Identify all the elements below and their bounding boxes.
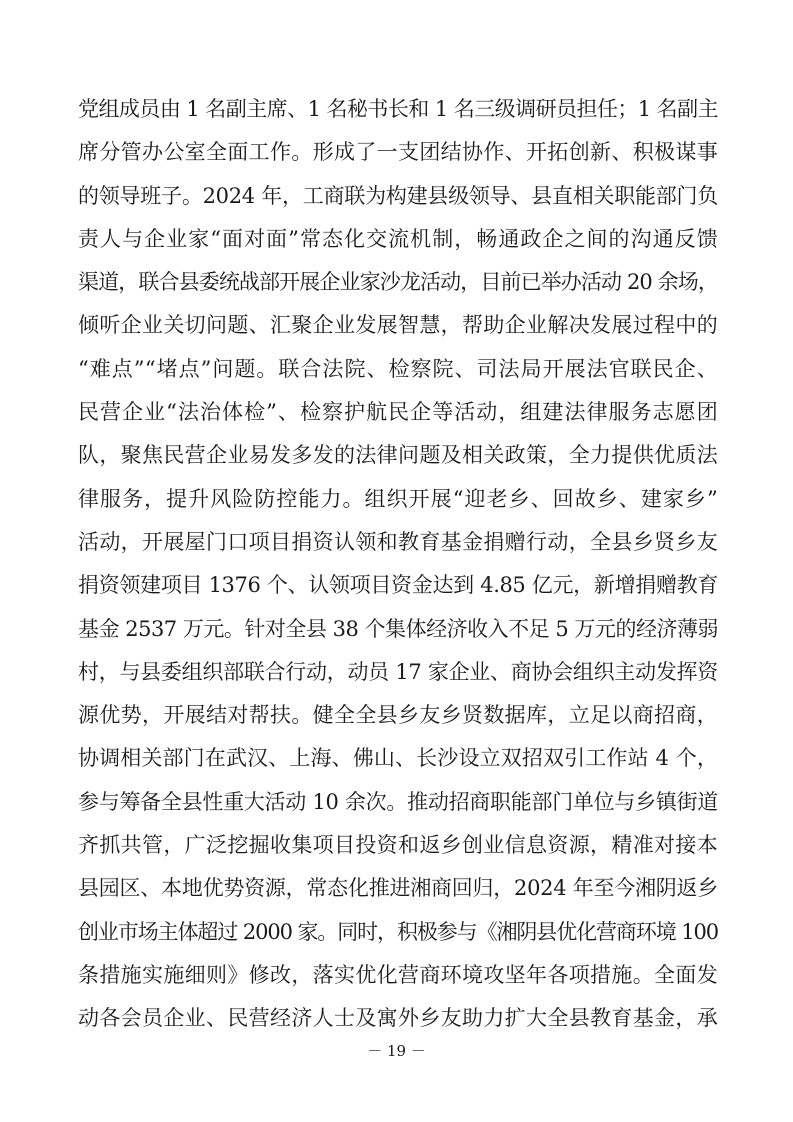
text-line: 基金 2537 万元。针对全县 38 个集体经济收入不足 5 万元的经济薄弱 bbox=[78, 616, 718, 641]
text-line: 倾听企业关切问题、汇聚企业发展智慧，帮助企业解决发展过程中的 bbox=[78, 313, 718, 338]
text-line: 参与筹备全县性重大活动 10 余次。推动招商职能部门单位与乡镇街道 bbox=[78, 789, 718, 814]
page-number: － 19 － bbox=[367, 1042, 426, 1060]
body-text bbox=[78, 88, 718, 1041]
text-line: 捐资领建项目 1376 个、认领项目资金达到 4.85 亿元，新增捐赠教育 bbox=[78, 573, 718, 598]
text-line: 责人与企业家“面对面”常态化交流机制，畅通政企之间的沟通反馈 bbox=[78, 226, 718, 251]
text-line: “难点”“堵点”问题。联合法院、检察院、司法局开展法官联民企、 bbox=[78, 356, 718, 381]
text-line: 渠道，联合县委统战部开展企业家沙龙活动，目前已举办活动 20 余场， bbox=[78, 270, 718, 295]
text-line: 条措施实施细则》修改，落实优化营商环境攻坚年各项措施。全面发 bbox=[78, 962, 718, 987]
text-line: 齐抓共管，广泛挖掘收集项目投资和返乡创业信息资源，精准对接本 bbox=[78, 833, 718, 858]
text-line: 队，聚焦民营企业易发多发的法律问题及相关政策，全力提供优质法 bbox=[78, 443, 718, 468]
text-line: 动各会员企业、民营经济人士及寓外乡友助力扩大全县教育基金，承 bbox=[78, 1006, 718, 1031]
text-line: 党组成员由 1 名副主席、1 名秘书长和 1 名三级调研员担任；1 名副主 bbox=[78, 97, 718, 121]
text-line: 民营企业“法治体检”、检察护航民企等活动，组建法律服务志愿团 bbox=[78, 400, 718, 425]
text-line: 的领导班子。2024 年，工商联为构建县级领导、县直相关职能部门负 bbox=[78, 183, 718, 208]
text-line: 县园区、本地优势资源，常态化推进湘商回归，2024 年至今湘阴返乡 bbox=[78, 876, 718, 901]
text-line: 村，与县委组织部联合行动，动员 17 家企业、商协会组织主动发挥资 bbox=[78, 659, 718, 684]
text-line: 活动，开展屋门口项目捐资认领和教育基金捐赠行动，全县乡贤乡友 bbox=[78, 529, 718, 554]
text-line: 席分管办公室全面工作。形成了一支团结协作、开拓创新、积极谋事 bbox=[78, 140, 718, 165]
text-line: 律服务，提升风险防控能力。组织开展“迎老乡、回故乡、建家乡” bbox=[78, 486, 718, 511]
text-line: 协调相关部门在武汉、上海、佛山、长沙设立双招双引工作站 4 个， bbox=[78, 746, 718, 771]
text-line: 创业市场主体超过 2000 家。同时，积极参与《湘阴县优化营商环境 100 bbox=[78, 919, 718, 944]
text-line: 源优势，开展结对帮扶。健全全县乡友乡贤数据库，立足以商招商， bbox=[78, 703, 718, 728]
